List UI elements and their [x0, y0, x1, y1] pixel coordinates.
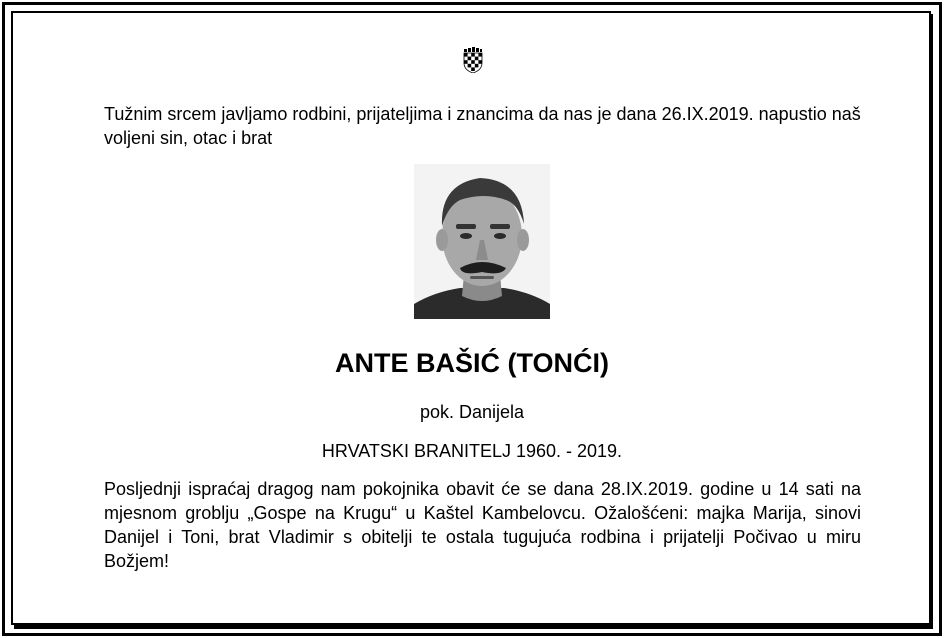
veteran-years-line: HRVATSKI BRANITELJ 1960. - 2019.	[321, 441, 623, 461]
border-shadow-bottom	[14, 625, 933, 629]
father-name: pok. Danijela	[419, 402, 525, 422]
portrait-photo	[414, 164, 550, 319]
intro-text: Tužnim srcem javljamo rodbini, prijateljima i znancima da nas je dana 26.IX.2019. napustio naš voljeni sin, otac i brat	[104, 104, 861, 148]
deceased-name: ANTE BAŠIĆ (TONĆI)	[335, 348, 609, 378]
croatian-coat-of-arms-icon	[463, 47, 483, 73]
funeral-announcement-text: Posljednji ispraćaj dragog nam pokojnika obavit će se dana 28.IX.2019. godine u 14 sati na mjesnom groblju „Gospe na Krugu“ u Kaštel Kambelovcu. Ožalošćeni: majka Marija, sinovi Danijel i Toni, brat Vladimir s obitelji te ostala tugujuća rodbina i prijatelji Počivao u miru Božjem!	[104, 479, 861, 571]
